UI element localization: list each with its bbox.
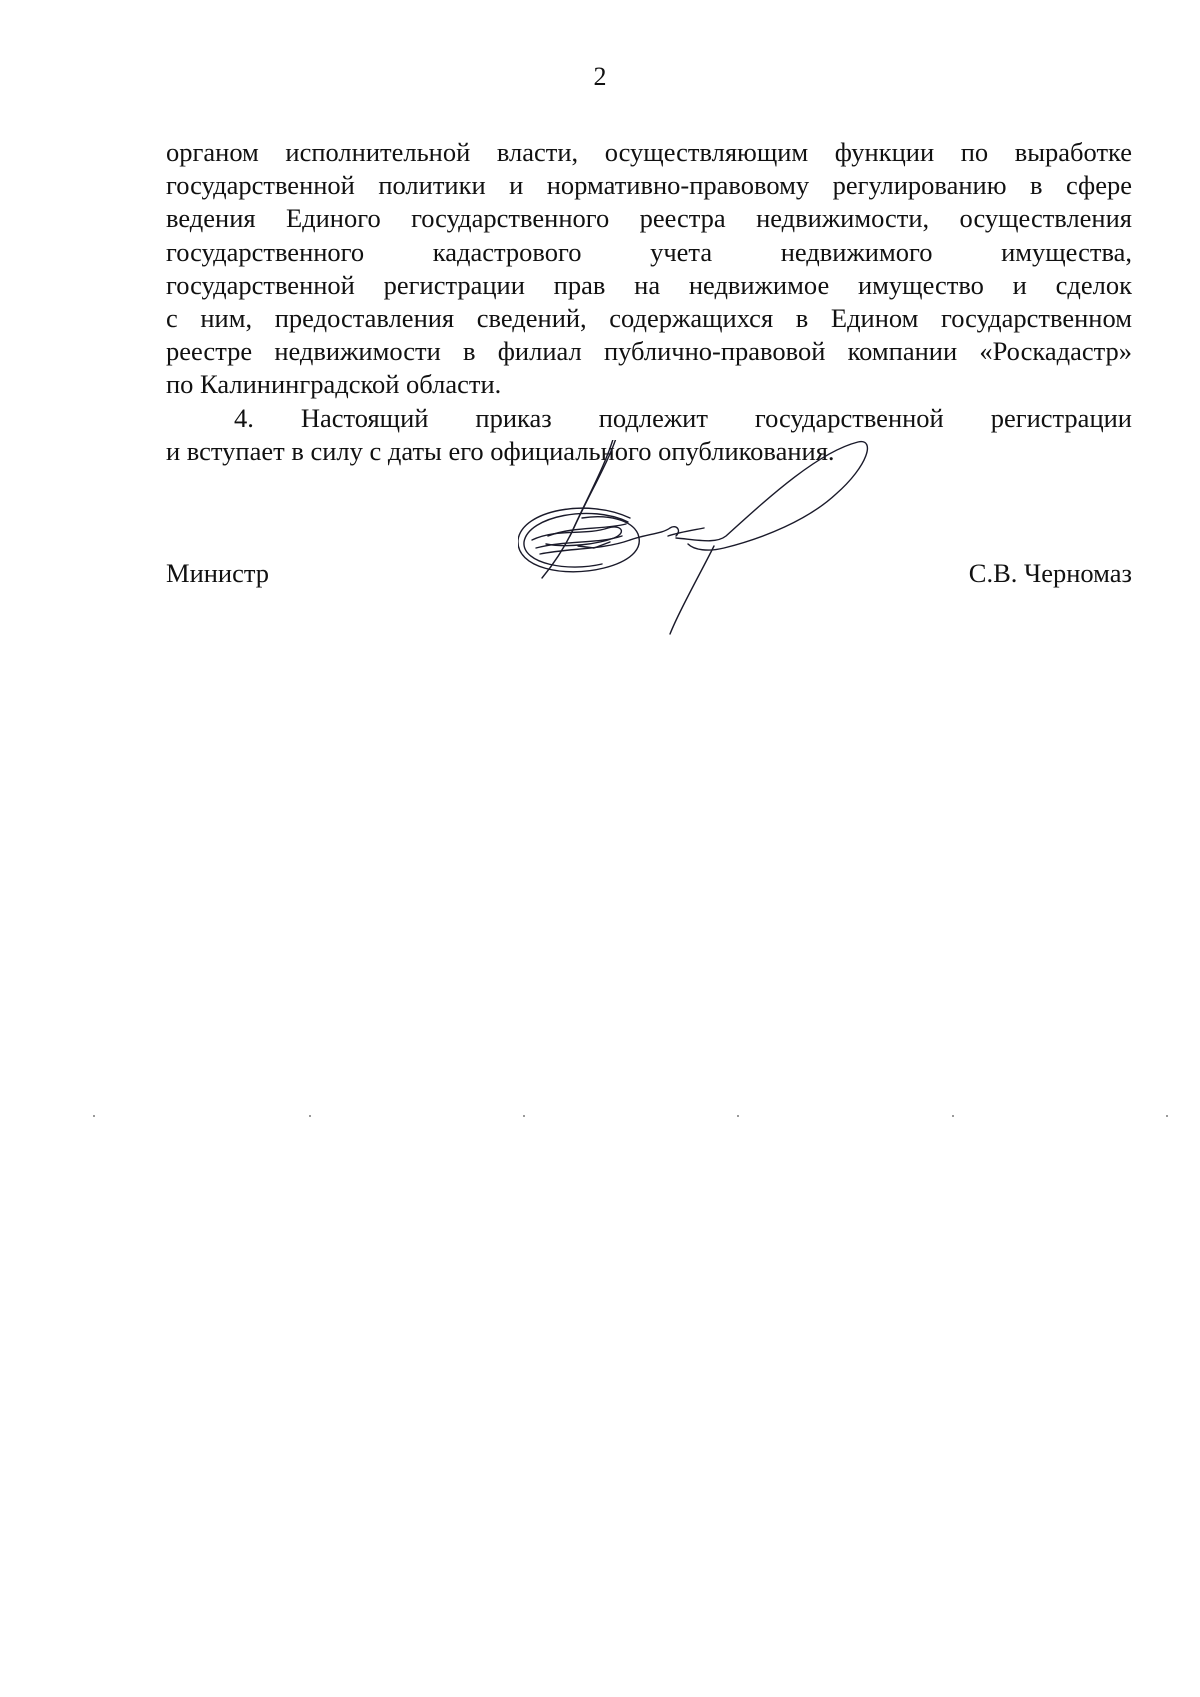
signer-title: Министр xyxy=(166,558,270,588)
document-body xyxy=(166,136,1132,468)
body-line: и вступает в силу с даты его официального опубликования. xyxy=(166,435,835,466)
signature-block xyxy=(166,556,1132,596)
body-line: реестре недвижимости в филиал публично-правовой компании «Роскадастр» xyxy=(166,336,1132,367)
body-line: государственной политики и нормативно-правовому регулированию в сфере xyxy=(166,170,1132,201)
body-line: ведения Единого государственного реестра недвижимости, осуществления xyxy=(166,203,1132,234)
page-number: 2 xyxy=(593,62,607,91)
body-line: органом исполнительной власти, осуществляющим функции по выработке xyxy=(166,137,1132,167)
scan-artifact-dots xyxy=(0,1114,1200,1118)
body-line: 4. Настоящий приказ подлежит государственной регистрации xyxy=(234,402,1132,433)
body-line: государственного кадастрового учета недвижимого имущества, xyxy=(166,236,1132,267)
body-line: государственной регистрации прав на недвижимое имущество и сделок xyxy=(166,269,1132,300)
body-line: с ним, предоставления сведений, содержащихся в Едином государственном xyxy=(166,303,1132,334)
handwritten-signature xyxy=(518,440,938,640)
body-line: по Калининградской области. xyxy=(166,369,502,400)
signer-name: С.В. Черномаз xyxy=(968,558,1132,588)
